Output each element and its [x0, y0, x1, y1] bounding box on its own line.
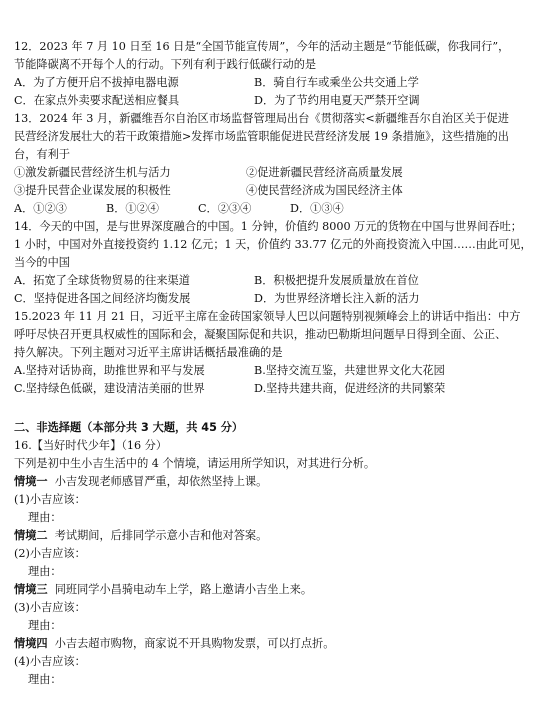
- q16-intro: 下列是初中生小吉生活中的 4 个情境，请运用所学知识，对其进行分析。: [14, 457, 376, 470]
- q12-stem-line1: 12．2023 年 7 月 10 日至 16 日是“全国节能宣传周”，今年的活动主题是“节能低碳，你我同行”，: [14, 40, 510, 53]
- q16-situation-1: [14, 473, 553, 491]
- q15-stem-line1: 15.2023 年 11 月 21 日，习近平主席在金砖国家领导人巴以问题特别视频峰会上的讲话中指出：中方: [14, 310, 521, 323]
- q12-option-c: C．在家点外卖要求配送相应餐具: [14, 94, 180, 107]
- q12-options-ab: [14, 74, 553, 92]
- q13-stem-line3: 台，有利于: [14, 148, 70, 161]
- q14-option-b: B．积极把提升发展质量放在首位: [254, 274, 419, 287]
- q16-situation-3: [14, 581, 553, 599]
- section2-title: 二、非选择题（本部分共 3 大题，共 45 分）: [14, 421, 244, 434]
- q12-stem-line2: 节能降碳离不开每个人的行动。下列有利于践行低碳行动的是: [14, 58, 317, 71]
- q16-reason-4: 理由：: [28, 673, 62, 686]
- q13-option-a: A．①②③: [14, 202, 67, 215]
- q14-options-ab: [14, 272, 553, 290]
- q13-statement-1: ①激发新疆民营经济生机与活力: [14, 166, 171, 179]
- q12-options-cd: [14, 92, 553, 110]
- q12-option-d: D．为了节约用电夏天严禁开空调: [254, 94, 420, 107]
- q16-reason-2: 理由：: [28, 565, 62, 578]
- q15-stem-line3: 持久解决。下列主题对习近平主席讲话概括最准确的是: [14, 346, 283, 359]
- q16-title: 16.【当好时代少年】（16 分）: [14, 439, 168, 452]
- q13-option-d: D．①③④: [290, 202, 344, 215]
- q15-option-b: B.坚持交流互鉴，共建世界文化大花园: [254, 364, 445, 377]
- q14-stem-line1: 14．今天的中国，是与世界深度融合的中国。1 分钟，价值约 8000 万元的货物在中国与世界间吞吐；: [14, 220, 522, 233]
- q13-option-b: B．①②④: [106, 202, 159, 215]
- q15-option-d: D.坚持共建共商，促进经济的共同繁荣: [254, 382, 446, 395]
- exam-page: [14, 38, 553, 689]
- situation-2-text: 考试期间，后排同学示意小吉和他对答案。: [54, 529, 268, 542]
- q13-option-c: C．②③④: [198, 202, 252, 215]
- q13-statement-3: ③提升民营企业谋发展的积极性: [14, 184, 171, 197]
- q14-option-a: A．拓宽了全球货物贸易的往来渠道: [14, 274, 190, 287]
- q12-option-b: B．骑自行车或乘坐公共交通上学: [254, 76, 419, 89]
- q15-options-ab: [14, 362, 553, 380]
- q13-stem-line1: 13．2024 年 3 月，新疆维吾尔自治区市场监督管理局出台《贯彻落实<新疆维吾尔自治区关于促进: [14, 112, 509, 125]
- q15-stem-line2: 呼吁尽快召开更具权威性的国际和会，凝聚国际促和共识，推动巴勒斯坦问题早日得到全面、公正、: [14, 328, 507, 341]
- q13-statements-12: [14, 164, 553, 182]
- q12-option-a: A．为了方便开启不拔掉电器电源: [14, 76, 179, 89]
- q13-statement-4: ④使民营经济成为国民经济主体: [246, 184, 403, 197]
- q16-situation-2: [14, 527, 553, 545]
- q14-option-c: C．坚持促进各国之间经济均衡发展: [14, 292, 191, 305]
- q13-stem-line2: 民营经济发展壮大的若干政策措施>发挥市场监管职能促进民营经济发展 19 条措施》，这些措施的出: [14, 130, 509, 143]
- q13-options: [14, 200, 553, 218]
- q16-answer-4: (4)小吉应该：: [14, 655, 86, 668]
- q16-situation-4: [14, 635, 553, 653]
- q14-stem-line3: 当今的中国: [14, 256, 70, 269]
- q16-reason-1: 理由：: [28, 511, 62, 524]
- q13-statements-34: [14, 182, 553, 200]
- situation-1-text: 小吉发现老师感冒严重，却依然坚持上课。: [54, 475, 268, 488]
- situation-4-text: 小吉去超市购物，商家说不开具购物发票，可以打点折。: [54, 637, 335, 650]
- section-spacer: [14, 398, 553, 419]
- q14-options-cd: [14, 290, 553, 308]
- q16-answer-2: (2)小吉应该：: [14, 547, 86, 560]
- q15-option-a: A.坚持对话协商，助推世界和平与发展: [14, 364, 205, 377]
- q16-answer-3: (3)小吉应该：: [14, 601, 86, 614]
- situation-2-label: 情境二: [14, 529, 48, 542]
- q13-statement-2: ②促进新疆民营经济高质量发展: [246, 166, 403, 179]
- situation-1-label: 情境一: [14, 475, 48, 488]
- situation-4-label: 情境四: [14, 637, 48, 650]
- situation-3-label: 情境三: [14, 583, 48, 596]
- q14-option-d: D．为世界经济增长注入新的活力: [254, 292, 420, 305]
- q15-option-c: C.坚持绿色低碳，建设清洁美丽的世界: [14, 382, 205, 395]
- q15-options-cd: [14, 380, 553, 398]
- q16-answer-1: (1)小吉应该：: [14, 493, 86, 506]
- situation-3-text: 同班同学小昌骑电动车上学，路上邀请小吉坐上来。: [54, 583, 313, 596]
- q14-stem-line2: 1 小时，中国对外直接投资约 1.12 亿元；1 天，价值约 33.77 亿元的外商投资流入中国……由此可见，: [14, 238, 532, 251]
- q16-reason-3: 理由：: [28, 619, 62, 632]
